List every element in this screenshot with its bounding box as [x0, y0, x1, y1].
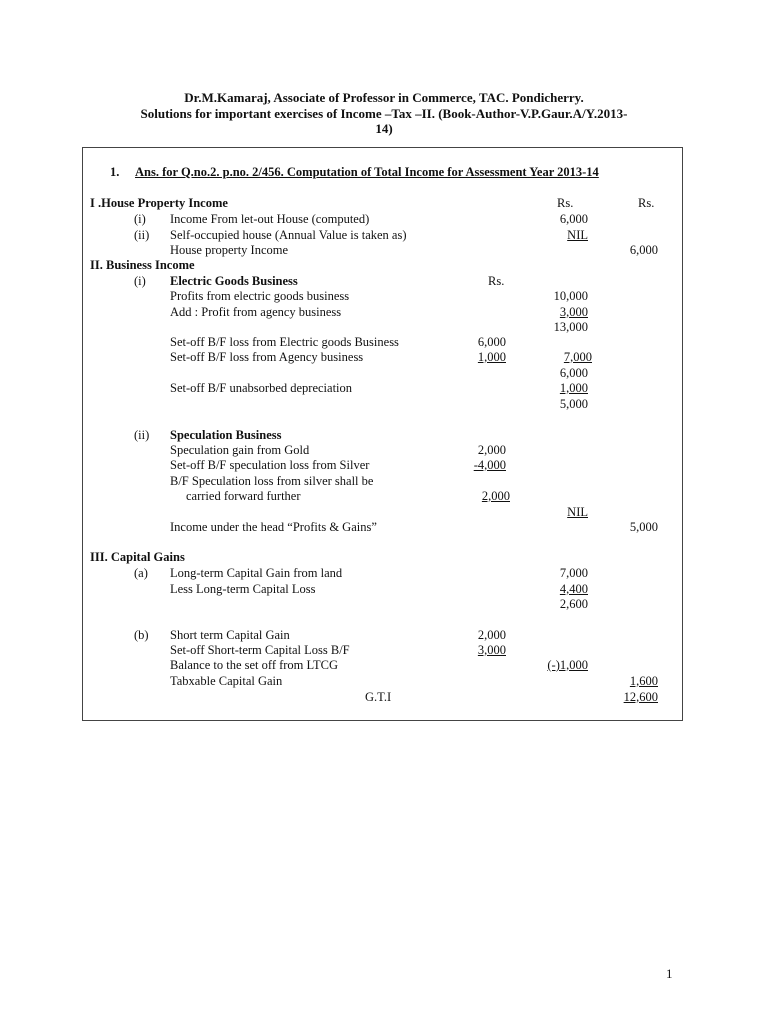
stcl-label: Set-off Short-term Capital Loss B/F: [170, 643, 350, 657]
electric-profit-value: 10,000: [553, 289, 588, 303]
question-title: Ans. for Q.no.2. p.no. 2/456. Computation of Total Income for Assessment Year 2013-14: [135, 165, 599, 179]
balance-setoff-label: Balance to the set off from LTCG: [170, 658, 339, 672]
business-income-heading: II. Business Income: [90, 258, 195, 272]
setoff-electric-value: 6,000: [477, 335, 506, 349]
header-line-1: Dr.M.Kamaraj, Associate of Professor in Commerce, TAC. Pondicherry.: [184, 90, 584, 105]
column-rs-1: Rs.: [557, 196, 574, 210]
let-out-house-label: Income From let-out House (computed): [170, 212, 370, 226]
speculation-gold-label: Speculation gain from Gold: [170, 443, 310, 457]
business-subtotal-1: 13,000: [553, 320, 588, 334]
stcg-value: 2,000: [477, 628, 506, 642]
carry-forward-label-2: carried forward further: [186, 489, 301, 503]
profits-gains-total-label: Income under the head “Profits & Gains”: [170, 520, 377, 534]
agency-profit-value: 3,000: [559, 305, 588, 319]
taxable-capital-gain-label: Tabxable Capital Gain: [170, 674, 283, 688]
ltcl-label: Less Long-term Capital Loss: [170, 582, 316, 596]
header-line-2: Solutions for important exercises of Income –Tax –II. (Book-Author-V.P.Gaur.A/Y.2013-: [140, 106, 628, 121]
question-number: 1.: [110, 165, 120, 179]
gti-value: 12,600: [623, 690, 658, 704]
carry-forward-value: 2,000: [481, 489, 510, 503]
agency-profit-label: Add : Profit from agency business: [170, 305, 342, 319]
header-line-3: 14): [375, 121, 393, 136]
ltcl-value: 4,400: [559, 582, 588, 596]
business-subtotal-2: 6,000: [559, 366, 588, 380]
house-property-heading: I .House Property Income: [90, 196, 228, 210]
electric-profit-label: Profits from electric goods business: [170, 289, 350, 303]
setoff-electric-label: Set-off B/F loss from Electric goods Business: [170, 335, 399, 349]
speculation-silver-value: -4,000: [473, 458, 506, 472]
profits-gains-total-value: 5,000: [629, 520, 658, 534]
speculation-income-value: NIL: [567, 505, 588, 519]
setoff-agency-value: 1,000: [477, 350, 506, 364]
self-occupied-label: Self-occupied house (Annual Value is taken as): [170, 228, 407, 242]
balance-setoff-value: (-)1,000: [547, 658, 588, 672]
speculation-silver-label: Set-off B/F speculation loss from Silver: [170, 458, 370, 472]
column-rs-sub: Rs.: [488, 274, 505, 288]
stcl-value: 3,000: [477, 643, 506, 657]
carry-forward-label-1: B/F Speculation loss from silver shall be: [170, 474, 374, 488]
setoff-agency-label: Set-off B/F loss from Agency business: [170, 350, 364, 364]
self-occupied-value: NIL: [567, 228, 588, 242]
speculation-gold-value: 2,000: [477, 443, 506, 457]
capital-gains-heading: III. Capital Gains: [90, 550, 185, 564]
gti-label: G.T.I: [365, 690, 392, 704]
item-number: (ii): [134, 428, 150, 442]
column-rs-2: Rs.: [638, 196, 655, 210]
ltcg-value: 7,000: [559, 566, 588, 580]
business-subtotal-3: 5,000: [559, 397, 588, 411]
house-property-total-label: House property Income: [170, 243, 289, 257]
unabsorbed-depreciation-value: 1,000: [559, 381, 588, 395]
house-property-total-value: 6,000: [629, 243, 658, 257]
speculation-heading: Speculation Business: [170, 428, 282, 442]
item-number: (a): [134, 566, 148, 580]
unabsorbed-depreciation-label: Set-off B/F unabsorbed depreciation: [170, 381, 353, 395]
item-number: (ii): [134, 228, 150, 242]
electric-goods-heading: Electric Goods Business: [170, 274, 298, 288]
item-number: (b): [134, 628, 149, 642]
setoff-total-value: 7,000: [563, 350, 592, 364]
item-number: (i): [134, 212, 146, 226]
ltcg-label: Long-term Capital Gain from land: [170, 566, 343, 580]
stcg-label: Short term Capital Gain: [170, 628, 290, 642]
item-number: (i): [134, 274, 146, 288]
let-out-house-value: 6,000: [559, 212, 588, 226]
taxable-capital-gain-value: 1,600: [629, 674, 658, 688]
net-long-term-value: 2,600: [559, 597, 588, 611]
page-number: 1: [666, 966, 673, 981]
